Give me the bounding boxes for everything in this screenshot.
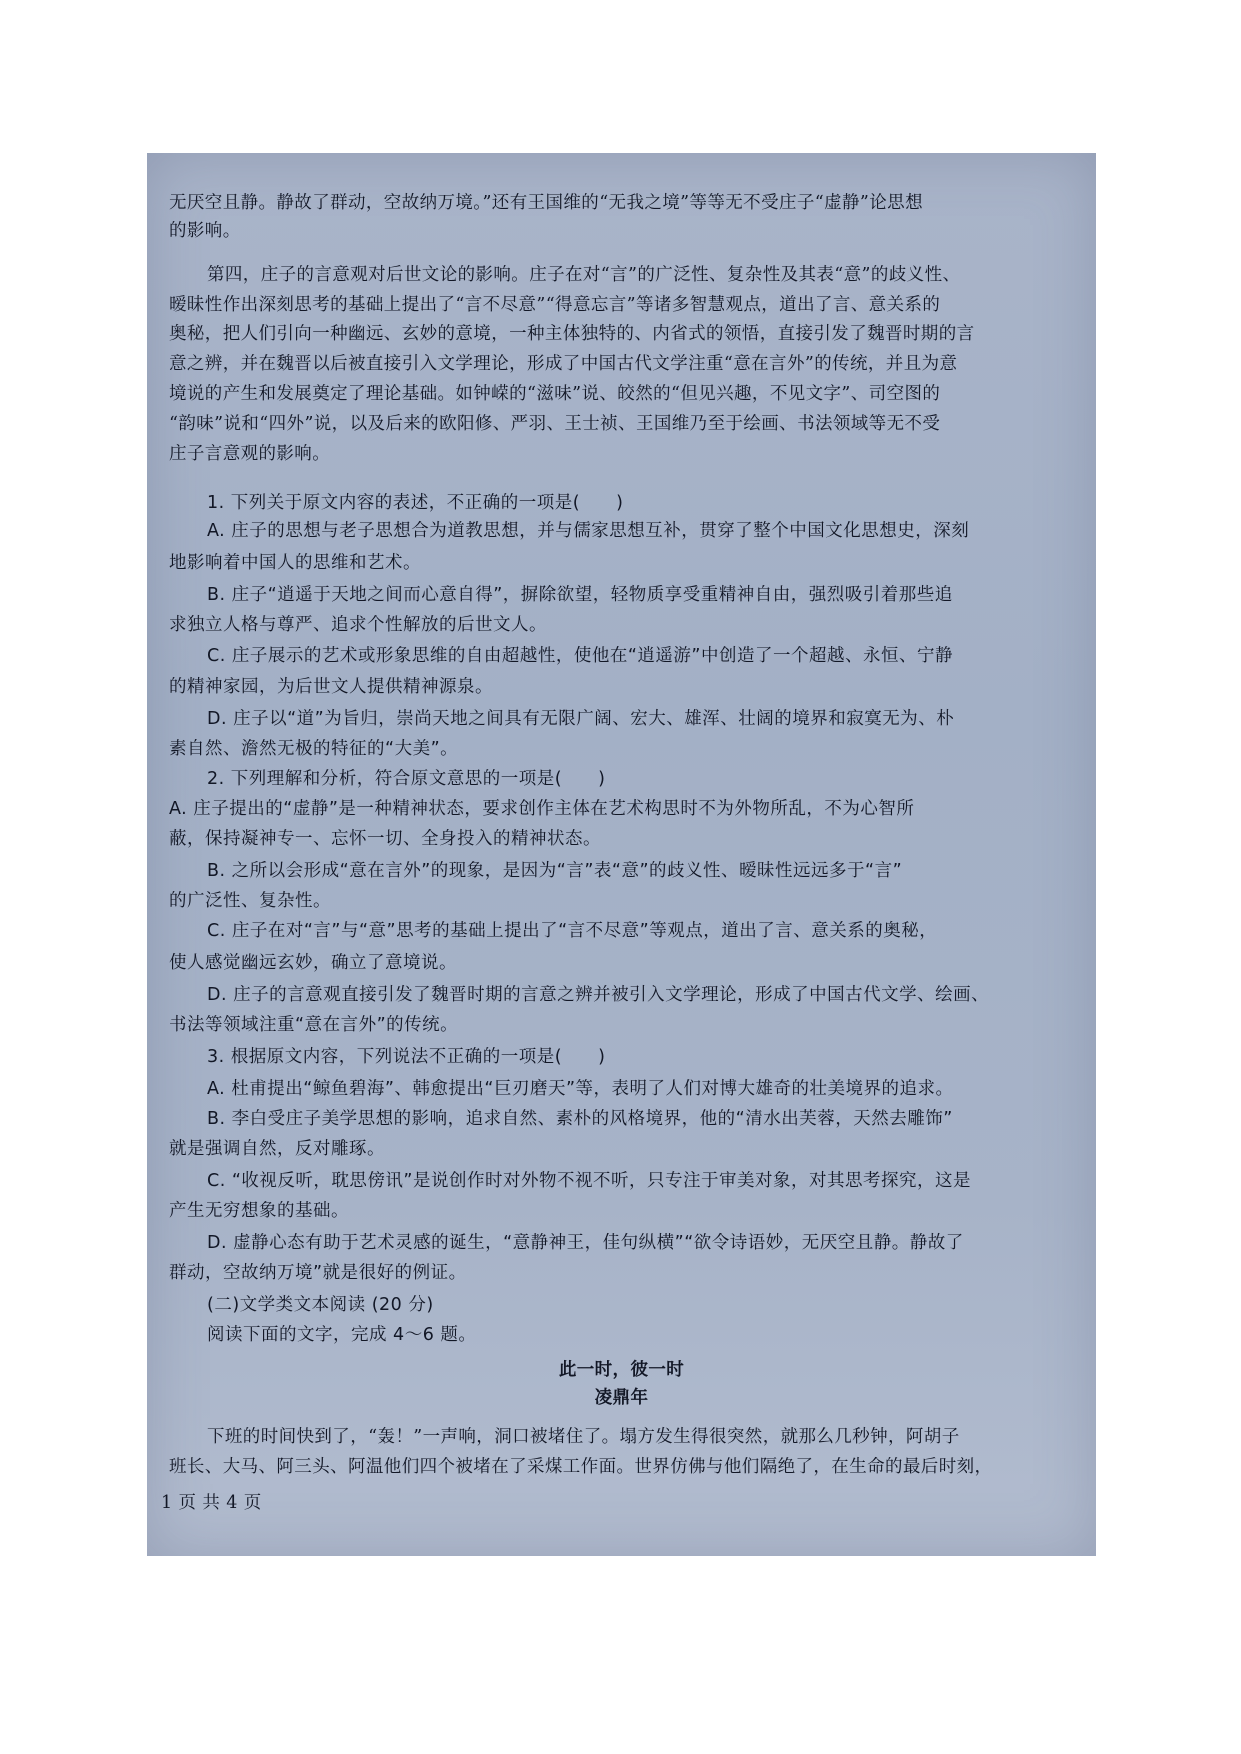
passage-line: 境说的产生和发展奠定了理论基础。如钟嵘的“滋味”说、皎然的“但见兴趣，不见文字”、司空图的 [169,384,941,404]
page-footer: 1 页 共 4 页 [161,1493,262,1513]
option-line: 求独立人格与尊严、追求个性解放的后世文人。 [169,615,547,635]
option-line: 地影响着中国人的思维和艺术。 [169,553,421,573]
option-line: 群动，空故纳万境”就是很好的例证。 [169,1263,467,1283]
option-line: 蔽，保持凝神专一、忘怀一切、全身投入的精神状态。 [169,829,601,849]
option-line: D. 庄子的言意观直接引发了魏晋时期的言意之辨并被引入文学理论，形成了中国古代文学、绘画、 [207,985,990,1005]
passage-line: 第四，庄子的言意观对后世文论的影响。庄子在对“言”的广泛性、复杂性及其表“意”的歧义性、 [207,265,961,285]
option-line: B. 庄子“逍遥于天地之间而心意自得”，摒除欲望，轻物质享受重精神自由，强烈吸引着那些追 [207,585,953,605]
question-3: 3. 根据原文内容，下列说法不正确的一项是( ) [207,1047,606,1067]
option-line: C. 庄子展示的艺术或形象思维的自由超越性，使他在“逍遥游”中创造了一个超越、永恒、宁静 [207,646,953,666]
option-line: 书法等领域注重“意在言外”的传统。 [169,1015,459,1035]
passage-line: 暧昧性作出深刻思考的基础上提出了“言不尽意”“得意忘言”等诸多智慧观点，道出了言、意关系的 [169,295,941,315]
passage-line: 意之辨，并在魏晋以后被直接引入文学理论，形成了中国古代文学注重“意在言外”的传统，并且为意 [169,354,958,374]
story-line: 下班的时间快到了，“轰！”一声响，洞口被堵住了。塌方发生得很突然，就那么几秒钟，阿胡子 [207,1427,960,1447]
option-line: 的广泛性、复杂性。 [169,891,331,911]
option-line: B. 之所以会形成“意在言外”的现象，是因为“言”表“意”的歧义性、暧昧性远远多于“言” [207,861,903,881]
story-title: 此一时，彼一时 [558,1360,685,1380]
passage-line: 奥秘，把人们引向一种幽远、玄妙的意境，一种主体独特的、内省式的领悟，直接引发了魏晋时期的言 [169,324,975,344]
passage-line: “韵味”说和“四外”说，以及后来的欧阳修、严羽、王士祯、王国维乃至于绘画、书法领域等无不受 [169,414,941,434]
passage-line: 无厌空且静。静故了群动，空故纳万境。”还有王国维的“无我之境”等等无不受庄子“虚静”论思想 [169,193,923,213]
story-line: 班长、大马、阿三头、阿温他们四个被堵在了采煤工作面。世界仿佛与他们隔绝了，在生命的最后时刻， [169,1457,993,1477]
option-line: A. 杜甫提出“鲸鱼碧海”、韩愈提出“巨刃磨天”等，表明了人们对博大雄奇的壮美境界的追求。 [207,1079,954,1099]
option-line: A. 庄子提出的“虚静”是一种精神状态，要求创作主体在艺术构思时不为外物所乱，不为心智所 [169,799,915,819]
option-line: 使人感觉幽远玄妙，确立了意境说。 [169,953,457,973]
option-line: 产生无穷想象的基础。 [169,1201,349,1221]
option-line: 的精神家园，为后世文人提供精神源泉。 [169,677,493,697]
section-heading: (二)文学类文本阅读 (20 分) [207,1295,434,1315]
option-line: A. 庄子的思想与老子思想合为道教思想，并与儒家思想互补，贯穿了整个中国文化思想史，深刻 [207,521,970,541]
option-line: 就是强调自然，反对雕琢。 [169,1139,385,1159]
reading-instruction: 阅读下面的文字，完成 4～6 题。 [207,1325,477,1345]
exam-page [147,153,1096,1556]
passage-line: 庄子言意观的影响。 [169,444,331,464]
option-line: B. 李白受庄子美学思想的影响，追求自然、素朴的风格境界，他的“清水出芙蓉，天然去雕饰” [207,1109,953,1129]
passage-line: 的影响。 [169,221,241,241]
question-2: 2. 下列理解和分析，符合原文意思的一项是( ) [207,769,606,789]
question-1: 1. 下列关于原文内容的表述，不正确的一项是( ) [207,493,624,513]
story-author: 凌鼎年 [594,1388,649,1408]
option-line: D. 庄子以“道”为旨归，崇尚天地之间具有无限广阔、宏大、雄浑、壮阔的境界和寂寞无为、朴 [207,709,955,729]
option-line: 素自然、澹然无极的特征的“大美”。 [169,739,459,759]
option-line: D. 虚静心态有助于艺术灵感的诞生，“意静神王，佳句纵横”“欲令诗语妙，无厌空且静。静故了 [207,1233,964,1253]
option-line: C. 庄子在对“言”与“意”思考的基础上提出了“言不尽意”等观点，道出了言、意关系的奥秘， [207,921,938,941]
option-line: C. “收视反听，耽思傍讯”是说创作时对外物不视不听，只专注于审美对象，对其思考探究，这是 [207,1171,971,1191]
